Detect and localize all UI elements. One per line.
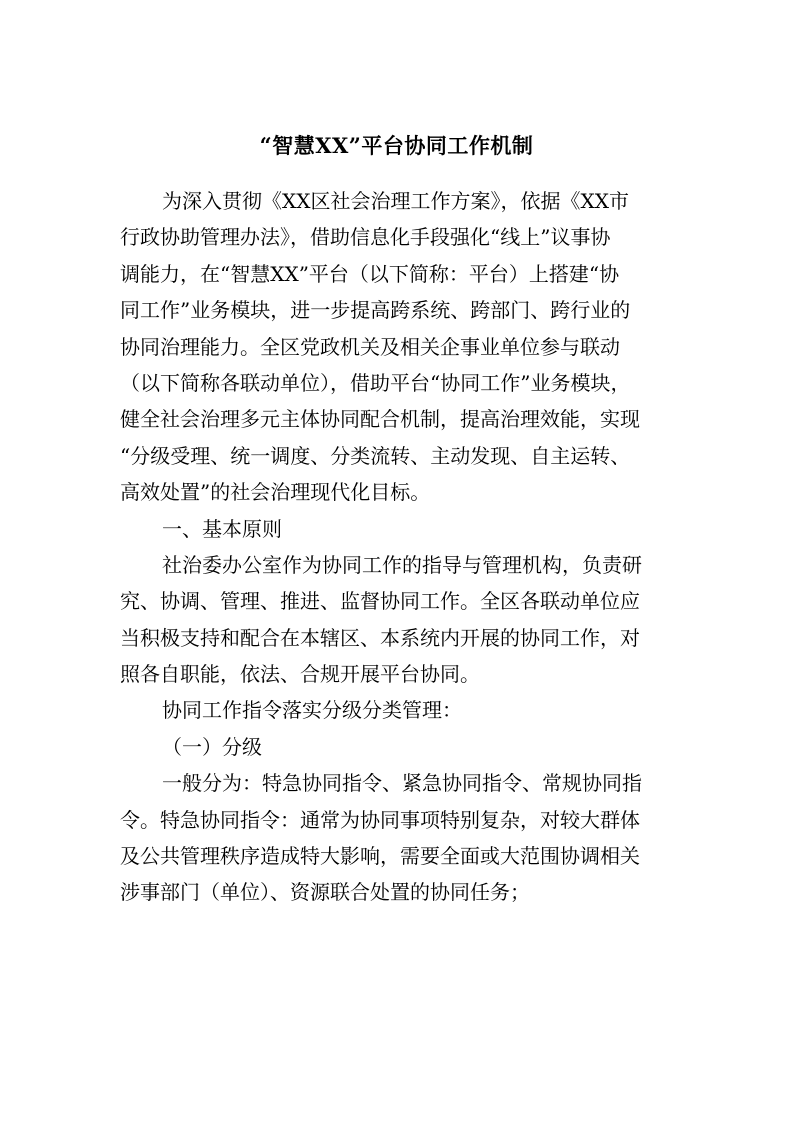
- paragraph-line: 高效处置”的社会治理现代化目标。: [120, 480, 431, 505]
- paragraph-line: （以下简称各联动单位），借助平台“协同工作”业务模块，: [120, 370, 631, 395]
- paragraph-line: 当积极支持和配合在本辖区、本系统内开展的协同工作，对: [120, 625, 640, 650]
- paragraph-line: 协同工作指令落实分级分类管理：: [162, 698, 462, 723]
- document-title: “智慧XX”平台协同工作机制: [259, 133, 534, 158]
- paragraph-line: 究、协调、管理、推进、监督协同工作。全区各联动单位应: [120, 589, 640, 614]
- paragraph-line: 照各自职能，依法、合规开展平台协同。: [120, 662, 480, 687]
- paragraph-line: 一般分为：特急协同指令、紧急协同指令、常规协同指: [162, 771, 642, 796]
- paragraph-line: 社治委办公室作为协同工作的指导与管理机构，负责研: [162, 552, 642, 577]
- paragraph-line: 行政协助管理办法》，借助信息化手段强化“线上”议事协: [120, 225, 611, 250]
- paragraph-line: 令。特急协同指令：通常为协同事项特别复杂，对较大群体: [120, 807, 640, 832]
- paragraph-line: 为深入贯彻《XX区社会治理工作方案》，依据《XX市: [162, 189, 629, 213]
- document-body: [120, 183, 674, 911]
- subsection-heading: （一）分级: [162, 734, 262, 759]
- paragraph-line: 健全社会治理多元主体协同配合机制，提高治理效能，实现: [120, 407, 640, 432]
- paragraph-line: 同工作”业务模块，进一步提高跨系统、跨部门、跨行业的: [120, 298, 631, 323]
- paragraph-line: 调能力，在“智慧XX”平台（以下简称：平台）上搭建“协: [120, 261, 620, 286]
- paragraph-line: 协同治理能力。全区党政机关及相关企事业单位参与联动: [120, 334, 620, 359]
- paragraph-line: 及公共管理秩序造成特大影响，需要全面或大范围协调相关: [120, 844, 640, 869]
- paragraph-line: 涉事部门（单位）、资源联合处置的协同任务；: [120, 880, 530, 905]
- paragraph-line: “分级受理、统一调度、分类流转、主动发现、自主运转、: [120, 443, 631, 468]
- section-heading: 一、基本原则: [162, 516, 282, 541]
